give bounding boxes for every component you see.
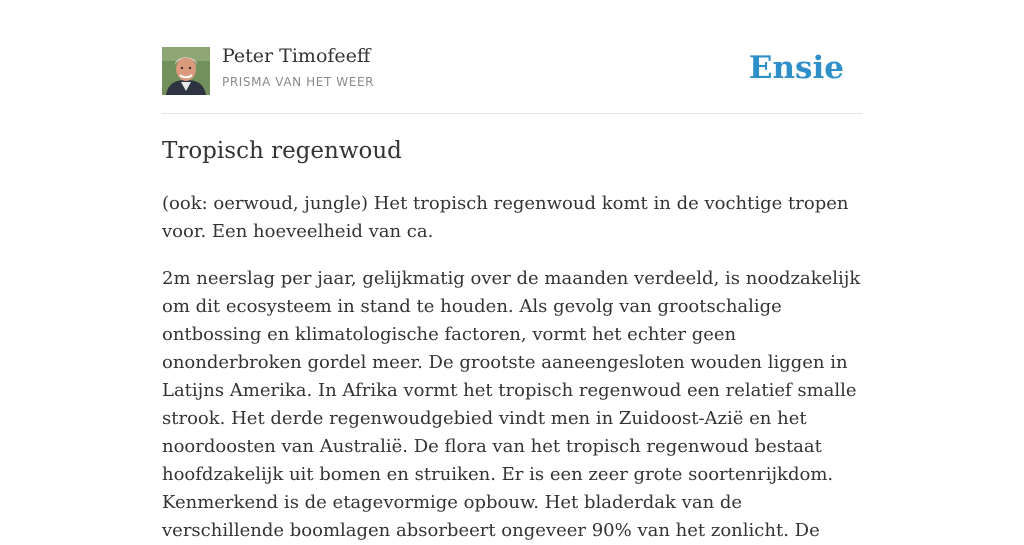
author-avatar[interactable] bbox=[162, 47, 210, 95]
article-header bbox=[162, 0, 862, 114]
avatar-portrait-image bbox=[162, 47, 210, 95]
author-name[interactable]: Peter Timofeeff bbox=[222, 45, 371, 67]
article-container bbox=[162, 0, 862, 541]
article-paragraph: (ook: oerwoud, jungle) Het tropisch regenwoud komt in de vochtige tropen voor. Een hoeveelheid van ca. bbox=[162, 193, 849, 242]
article-paragraph: 2m neerslag per jaar, gelijkmatig over de maanden verdeeld, is noodzakelijk om dit ecosysteem in stand te houden. Als gevolg van grootschalige ontbossing en klimatologische factoren, vormt het echter geen ononderbroken gordel meer. De grootste aaneengesloten wouden liggen in Latijns Amerika. In Afrika vormt het tropisch regenwoud een relatief smalle strook. Het derde regenwoudgebied vindt men in Zuidoost-Azië en het noordoosten van Australië. De flora van het tropisch regenwoud bestaat hoofdzakelijk uit bomen en struiken. Er is een zeer grote soortenrijkdom. Kenmerkend is de etagevormige opbouw. Het bladerdak van de verschillende boomlagen absorbeert ongeveer 90% van het zonlicht. De bbox=[162, 268, 861, 541]
ensie-logo[interactable]: Ensie bbox=[748, 50, 844, 86]
publication-name[interactable]: PRISMA VAN HET WEER bbox=[222, 75, 375, 89]
article-title: Tropisch regenwoud bbox=[162, 138, 402, 164]
